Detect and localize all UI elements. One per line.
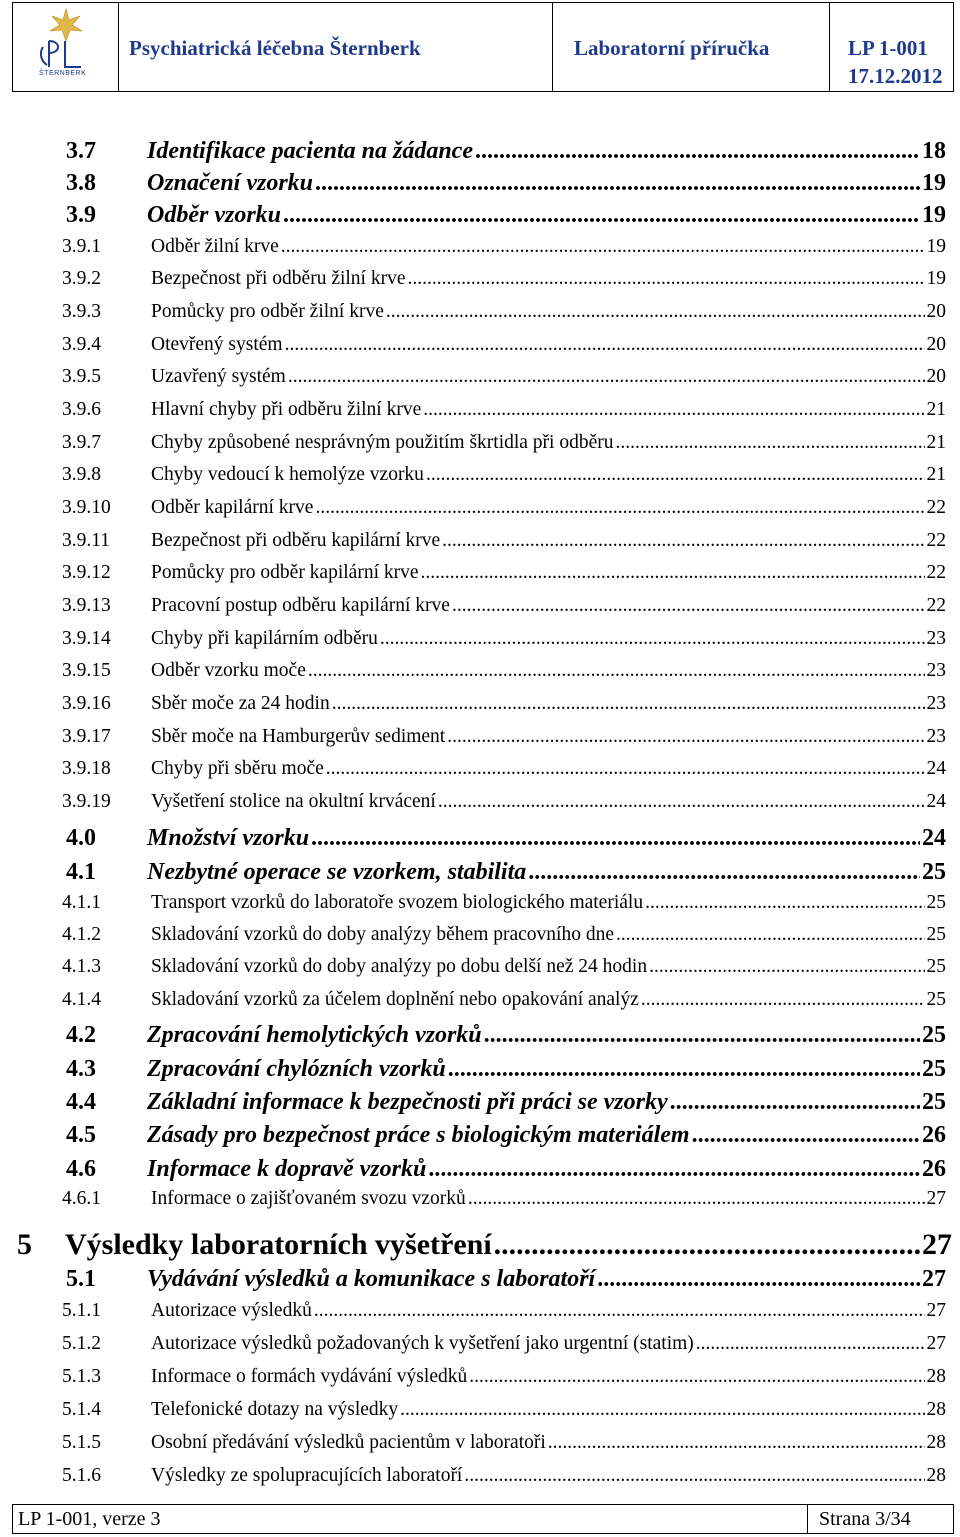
toc-entry-line — [151, 1399, 946, 1421]
toc-entry-number: 3.9.15 — [62, 660, 111, 681]
toc-dot-leader — [597, 1266, 920, 1293]
toc-entry-line — [151, 660, 946, 682]
toc-entry-number: 3.9.4 — [62, 334, 101, 355]
toc-dot-leader — [314, 1300, 925, 1322]
toc-entry-title: Základní informace k bezpečnosti při práci se vzorky — [147, 1089, 668, 1115]
toc-entry-title: Bezpečnost při odběru žilní krve — [151, 268, 406, 289]
toc-entry-line — [151, 530, 946, 552]
toc-entry-number: 3.9.10 — [62, 497, 111, 518]
toc-entry-line — [147, 202, 946, 229]
toc-entry-title: Skladování vzorků za účelem doplnění nebo opakování analýz — [151, 989, 639, 1010]
toc-dot-leader — [452, 595, 925, 617]
toc-dot-leader — [380, 628, 925, 650]
toc-entry-line — [151, 693, 946, 715]
toc-entry-line — [147, 825, 946, 852]
toc-entry-line — [151, 562, 946, 584]
toc-entry-line — [151, 236, 946, 258]
toc-entry-number: 4.5 — [66, 1122, 96, 1148]
toc-entry-line — [151, 1188, 946, 1210]
toc-entry-title: Chyby vedoucí k hemolýze vzorku — [151, 464, 424, 485]
toc-entry-number: 3.7 — [66, 138, 96, 164]
page-header — [12, 2, 954, 92]
toc-entry-number: 5.1.2 — [62, 1333, 101, 1354]
toc-entry-line — [151, 989, 946, 1011]
toc-dot-leader — [616, 432, 925, 454]
toc-entry-page: 24 — [926, 791, 946, 812]
toc-entry-line — [151, 628, 946, 650]
toc-entry-page: 23 — [926, 660, 946, 681]
toc-entry-page: 23 — [926, 628, 946, 649]
institution-cell — [119, 3, 553, 91]
toc-entry-page: 28 — [926, 1432, 946, 1453]
toc-dot-leader — [285, 334, 925, 356]
toc-entry-page: 18 — [922, 138, 946, 164]
toc-dot-leader — [616, 924, 924, 946]
toc-entry-page: 19 — [922, 170, 946, 196]
toc-entry-page: 21 — [926, 432, 946, 453]
toc-entry-number: 3.9.12 — [62, 562, 111, 583]
toc-entry-number: 3.9.17 — [62, 726, 111, 747]
toc-entry-number: 4.2 — [66, 1022, 96, 1048]
toc-entry-number: 5 — [17, 1228, 32, 1261]
toc-dot-leader — [386, 301, 925, 323]
toc-entry-page: 28 — [926, 1399, 946, 1420]
toc-dot-leader — [494, 1228, 920, 1262]
toc-entry-page: 25 — [926, 924, 946, 945]
star-pl-monogram-icon — [35, 7, 97, 69]
toc-entry-number: 4.1.4 — [62, 989, 101, 1010]
toc-dot-leader — [475, 138, 920, 165]
toc-entry-number: 3.9.11 — [62, 530, 111, 551]
toc-entry-title: Množství vzorku — [147, 825, 310, 851]
toc-entry-title: Bezpečnost při odběru kapilární krve — [151, 530, 441, 551]
toc-dot-leader — [421, 562, 925, 584]
toc-entry-page: 25 — [926, 892, 946, 913]
toc-entry-title: Výsledky ze spolupracujících laboratoří — [151, 1465, 463, 1486]
toc-entry-page: 25 — [926, 989, 946, 1010]
toc-entry-title: Zásady pro bezpečnost práce s biologickým materiálem — [147, 1122, 690, 1148]
toc-dot-leader — [438, 791, 925, 813]
toc-entry-title: Hlavní chyby při odběru žilní krve — [151, 399, 422, 420]
toc-entry-line — [151, 924, 946, 946]
toc-dot-leader — [408, 268, 925, 290]
footer-page-number: Strana 3/34 — [819, 1508, 911, 1530]
toc-entry-page: 25 — [922, 1056, 946, 1082]
toc-entry-line — [151, 758, 946, 780]
toc-dot-leader — [484, 1022, 920, 1049]
toc-entry-line — [151, 791, 946, 813]
toc-entry-number: 4.3 — [66, 1056, 96, 1082]
toc-entry-line — [151, 497, 946, 519]
toc-entry-number: 3.8 — [66, 170, 96, 196]
toc-entry-title: Pomůcky pro odběr žilní krve — [151, 301, 384, 322]
toc-entry-number: 5.1.4 — [62, 1399, 101, 1420]
toc-entry-title: Sběr moče na Hamburgerův sediment — [151, 726, 446, 747]
toc-dot-leader — [468, 1188, 925, 1210]
toc-entry-number: 4.0 — [66, 825, 96, 851]
toc-entry-title: Informace o zajišťovaném svozu vzorků — [151, 1188, 466, 1209]
toc-dot-leader — [315, 170, 920, 197]
toc-dot-leader — [528, 859, 920, 886]
page-footer — [12, 1504, 954, 1534]
toc-dot-leader — [283, 202, 920, 229]
toc-entry-page: 25 — [922, 1022, 946, 1048]
document-code: LP 1-001 — [848, 36, 928, 60]
toc-entry-page: 22 — [926, 530, 946, 551]
institution-name: Psychiatrická léčebna Šternberk — [129, 36, 421, 60]
toc-dot-leader — [649, 956, 924, 978]
toc-dot-leader — [311, 825, 920, 852]
toc-entry-line — [147, 138, 946, 165]
toc-entry-line — [151, 892, 946, 914]
toc-entry-number: 3.9.19 — [62, 791, 111, 812]
toc-entry-title: Chyby při kapilárním odběru — [151, 628, 378, 649]
toc-entry-title: Autorizace výsledků — [151, 1300, 312, 1321]
toc-entry-number: 4.1.2 — [62, 924, 101, 945]
document-date: 17.12.2012 — [848, 64, 943, 88]
toc-dot-leader — [641, 989, 925, 1011]
toc-entry-number: 5.1 — [66, 1266, 96, 1292]
toc-entry-number: 4.6 — [66, 1156, 96, 1182]
toc-entry-number: 3.9.7 — [62, 432, 101, 453]
toc-dot-leader — [442, 530, 924, 552]
toc-dot-leader — [670, 1089, 920, 1116]
toc-dot-leader — [332, 693, 925, 715]
document-name: Laboratorní příručka — [574, 36, 770, 60]
toc-entry-page: 27 — [922, 1228, 952, 1261]
toc-entry-number: 4.1.1 — [62, 892, 101, 913]
toc-entry-number: 4.4 — [66, 1089, 96, 1115]
toc-entry-line — [151, 399, 946, 421]
toc-entry-title: Označení vzorku — [147, 170, 314, 196]
toc-entry-number: 5.1.6 — [62, 1465, 101, 1486]
toc-entry-line — [151, 956, 946, 978]
toc-entry-title: Skladování vzorků do doby analýzy během pracovního dne — [151, 924, 615, 945]
toc-dot-leader — [696, 1333, 925, 1355]
toc-dot-leader — [326, 758, 925, 780]
toc-entry-title: Informace k dopravě vzorků — [147, 1156, 427, 1182]
toc-entry-page: 27 — [926, 1188, 946, 1209]
toc-entry-title: Vydávání výsledků a komunikace s laboratoří — [147, 1266, 596, 1292]
toc-dot-leader — [423, 399, 924, 421]
toc-entry-line — [147, 1156, 946, 1183]
toc-entry-title: Odběr vzorku — [147, 202, 282, 228]
toc-entry-number: 5.1.1 — [62, 1300, 101, 1321]
toc-dot-leader — [448, 1056, 920, 1083]
toc-entry-title: Otevřený systém — [151, 334, 283, 355]
toc-dot-leader — [447, 726, 924, 748]
toc-entry-page: 20 — [926, 301, 946, 322]
toc-entry-number: 5.1.5 — [62, 1432, 101, 1453]
toc-entry-line — [151, 366, 946, 388]
toc-entry-number: 3.9.13 — [62, 595, 111, 616]
toc-dot-leader — [464, 1465, 924, 1487]
logo-cell — [13, 3, 119, 91]
toc-entry-line — [151, 432, 946, 454]
toc-entry-number: 3.9.14 — [62, 628, 111, 649]
toc-entry-title: Telefonické dotazy na výsledky — [151, 1399, 399, 1420]
toc-entry-title: Zpracování hemolytických vzorků — [147, 1022, 482, 1048]
toc-entry-page: 19 — [926, 236, 946, 257]
toc-entry-title: Osobní předávání výsledků pacientům v laboratoři — [151, 1432, 546, 1453]
toc-entry-page: 26 — [922, 1156, 946, 1182]
toc-entry-line — [151, 1333, 946, 1355]
toc-entry-number: 4.1.3 — [62, 956, 101, 977]
toc-entry-title: Transport vzorků do laboratoře svozem biologického materiálu — [151, 892, 644, 913]
toc-dot-leader — [308, 660, 925, 682]
toc-entry-title: Odběr vzorku moče — [151, 660, 306, 681]
toc-entry-page: 19 — [922, 202, 946, 228]
toc-entry-page: 28 — [926, 1366, 946, 1387]
toc-dot-leader — [281, 236, 925, 258]
toc-entry-line — [147, 1022, 946, 1049]
toc-entry-page: 27 — [922, 1266, 946, 1292]
logo-text: ŠTERNBERK — [39, 70, 87, 77]
toc-entry-page: 19 — [926, 268, 946, 289]
toc-entry-number: 5.1.3 — [62, 1366, 101, 1387]
toc-entry-line — [151, 1465, 946, 1487]
toc-entry-number: 3.9.8 — [62, 464, 101, 485]
toc-entry-page: 20 — [926, 366, 946, 387]
toc-entry-number: 3.9 — [66, 202, 96, 228]
toc-entry-number: 4.6.1 — [62, 1188, 101, 1209]
toc-entry-number: 3.9.6 — [62, 399, 101, 420]
toc-entry-line — [147, 1056, 946, 1083]
toc-entry-page: 28 — [926, 1465, 946, 1486]
toc-entry-number: 3.9.2 — [62, 268, 101, 289]
toc-entry-title: Identifikace pacienta na žádance — [147, 138, 473, 164]
toc-entry-title: Uzavřený systém — [151, 366, 286, 387]
toc-dot-leader — [645, 892, 924, 914]
toc-entry-number: 3.9.5 — [62, 366, 101, 387]
toc-entry-line — [147, 1266, 946, 1293]
toc-entry-title: Pomůcky pro odběr kapilární krve — [151, 562, 419, 583]
toc-entry-title: Autorizace výsledků požadovaných k vyšetření jako urgentní (statim) — [151, 1333, 694, 1354]
toc-entry-line — [147, 1089, 946, 1116]
toc-entry-line — [151, 1432, 946, 1454]
toc-dot-leader — [428, 1156, 920, 1183]
toc-entry-title: Informace o formách vydávání výsledků — [151, 1366, 468, 1387]
toc-dot-leader — [426, 464, 925, 486]
toc-entry-number: 4.1 — [66, 859, 96, 885]
toc-dot-leader — [288, 366, 925, 388]
toc-entry-title: Nezbytné operace se vzorkem, stabilita — [147, 859, 527, 885]
toc-entry-page: 25 — [922, 859, 946, 885]
toc-entry-line — [151, 464, 946, 486]
toc-entry-title: Chyby způsobené nesprávným použitím škrtidla při odběru — [151, 432, 614, 453]
document-cell — [553, 3, 830, 91]
toc-entry-page: 25 — [926, 956, 946, 977]
code-cell — [830, 3, 953, 91]
toc-entry-title: Sběr moče za 24 hodin — [151, 693, 330, 714]
toc-entry-line — [151, 301, 946, 323]
toc-entry-line — [151, 268, 946, 290]
toc-entry-page: 20 — [926, 334, 946, 355]
footer-version: LP 1-001, verze 3 — [13, 1505, 808, 1533]
toc-entry-number: 3.9.18 — [62, 758, 111, 779]
toc-entry-title: Chyby při sběru moče — [151, 758, 324, 779]
toc-entry-page: 24 — [926, 758, 946, 779]
toc-entry-line — [151, 1300, 946, 1322]
toc-entry-line — [147, 1122, 946, 1149]
toc-entry-line — [151, 1366, 946, 1388]
toc-entry-page: 27 — [926, 1333, 946, 1354]
toc-entry-line — [147, 859, 946, 886]
toc-entry-number: 3.9.3 — [62, 301, 101, 322]
toc-entry-page: 22 — [926, 562, 946, 583]
toc-entry-title: Vyšetření stolice na okultní krvácení — [151, 791, 436, 812]
toc-dot-leader — [548, 1432, 925, 1454]
toc-entry-title: Pracovní postup odběru kapilární krve — [151, 595, 450, 616]
toc-entry-page: 23 — [926, 726, 946, 747]
toc-entry-title: Výsledky laboratorních vyšetření — [65, 1228, 492, 1261]
toc-entry-line — [65, 1228, 952, 1262]
toc-entry-page: 21 — [926, 464, 946, 485]
toc-entry-page: 24 — [922, 825, 946, 851]
toc-entry-line — [151, 726, 946, 748]
toc-entry-title: Skladování vzorků do doby analýzy po dobu delší než 24 hodin — [151, 956, 648, 977]
toc-entry-line — [147, 170, 946, 197]
toc-entry-title: Odběr kapilární krve — [151, 497, 314, 518]
toc-entry-line — [151, 334, 946, 356]
toc-entry-page: 25 — [922, 1089, 946, 1115]
toc-entry-page: 21 — [926, 399, 946, 420]
toc-entry-page: 27 — [926, 1300, 946, 1321]
toc-entry-page: 22 — [926, 595, 946, 616]
toc-entry-line — [151, 595, 946, 617]
toc-entry-title: Odběr žilní krve — [151, 236, 279, 257]
toc-dot-leader — [469, 1366, 924, 1388]
toc-dot-leader — [315, 497, 924, 519]
toc-entry-page: 23 — [926, 693, 946, 714]
toc-dot-leader — [692, 1122, 920, 1149]
toc-entry-page: 26 — [922, 1122, 946, 1148]
toc-entry-title: Zpracování chylózních vzorků — [147, 1056, 446, 1082]
toc-entry-number: 3.9.16 — [62, 693, 111, 714]
toc-dot-leader — [400, 1399, 924, 1421]
toc-entry-page: 22 — [926, 497, 946, 518]
toc-entry-number: 3.9.1 — [62, 236, 101, 257]
